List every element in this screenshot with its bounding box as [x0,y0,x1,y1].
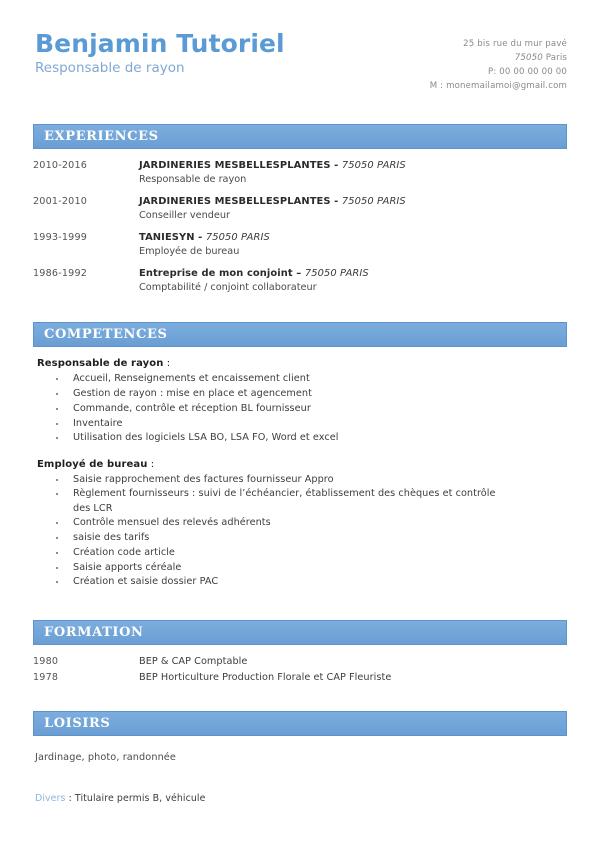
contact-phone: P: 00 00 00 00 00 [488,66,567,77]
competence-item [33,417,567,431]
competence-item-text: Inventaire [73,417,123,429]
competence-item [33,546,567,560]
competence-heading-colon: : [163,358,171,370]
candidate-job-title: Responsable de rayon [35,60,185,77]
experience-title-line [139,159,567,172]
competence-item-text: Création code article [73,546,175,558]
competence-list [33,372,567,445]
competence-item [33,387,567,401]
competence-item-text: Saisie rapprochement des factures fournisseur Appro [73,473,334,485]
competence-item-continuation: des LCR [73,502,113,514]
experience-role: Responsable de rayon [139,174,247,186]
section-header-competences: COMPETENCES [33,322,567,347]
competence-item [33,561,567,575]
contact-street: 25 bis rue du mur pavé [463,39,567,49]
loisirs-text: Jardinage, photo, randonnée [35,751,176,763]
section-header-formation: FORMATION [33,620,567,645]
competence-heading [33,358,567,369]
competence-item [33,575,567,589]
experience-title-line [139,195,567,208]
experience-role: Employée de bureau [139,245,240,257]
competence-heading [33,459,567,470]
contact-city-line [430,52,567,66]
experience-place: 75050 PARIS [304,267,369,279]
formation-row [33,656,567,667]
competence-item [33,402,567,416]
competence-block-employe [33,459,567,590]
formation-list [33,656,567,683]
experience-role: Comptabilité / conjoint collaborateur [139,281,317,293]
divers-label: Divers [35,792,66,804]
experience-body [139,159,567,187]
competence-list [33,473,567,590]
competence-item [33,372,567,386]
identity-block [33,31,285,76]
competence-item [33,487,567,516]
competence-item [33,431,567,445]
contact-block [430,31,567,94]
competence-item-text: Utilisation des logiciels LSA BO, LSA FO, Word et excel [73,432,339,444]
contact-city: Paris [545,52,567,63]
competence-item-text: saisie des tarifs [73,532,150,544]
experience-company: Entreprise de mon conjoint [139,267,293,279]
contact-postal: 75050 [514,52,543,63]
experience-dates: 1993-1999 [33,231,88,243]
experience-dates: 2001-2010 [33,195,88,207]
formation-year: 1980 [33,655,59,667]
divers-text: : Titulaire permis B, véhicule [65,792,206,804]
competence-item-text: Règlement fournisseurs : suivi de l’échéancier, établissement des chèques et contrôle [73,488,496,500]
experience-separator: - [330,159,342,171]
competence-item [33,531,567,545]
cv-header [33,0,567,94]
competence-heading-text: Employé de bureau [37,458,148,470]
section-header-experiences: EXPERIENCES [33,124,567,149]
divers-line [33,793,567,804]
formation-label: BEP & CAP Comptable [139,655,248,667]
competence-item-text: Commande, contrôle et réception BL fournisseur [73,402,311,414]
experience-place: 75050 PARIS [341,195,406,207]
experience-company: JARDINERIES MESBELLESPLANTES [139,195,331,207]
competence-item [33,516,567,530]
experiences-list [33,159,567,295]
experience-company: TANIESYN [139,231,195,243]
competence-block-responsable [33,358,567,445]
candidate-name: Benjamin Tutoriel [35,29,285,58]
competence-item [33,473,567,487]
competence-item-text: Saisie apports céréale [73,561,182,573]
experience-separator: - [194,231,206,243]
experience-body [139,195,567,223]
experience-body [139,267,567,295]
experience-company: JARDINERIES MESBELLESPLANTES [139,159,331,171]
formation-year: 1978 [33,671,59,683]
experience-row [33,195,567,223]
experience-title-line [139,231,567,244]
competence-item-text: Gestion de rayon : mise en place et agencement [73,388,312,400]
experience-separator: – [292,267,305,279]
competence-item-text: Création et saisie dossier PAC [73,576,219,588]
experience-dates: 2010-2016 [33,159,88,171]
competence-item-text: Contrôle mensuel des relevés adhérents [73,517,271,529]
experience-row [33,159,567,187]
experience-place: 75050 PARIS [205,231,270,243]
contact-email: M : monemailamoi@gmail.com [429,80,567,91]
formation-row [33,672,567,683]
experience-separator: - [330,195,342,207]
competence-item-text: Accueil, Renseignements et encaissement client [73,373,310,385]
experience-body [139,231,567,259]
section-header-loisirs: LOISIRS [33,711,567,736]
experience-dates: 1986-1992 [33,267,88,279]
experience-role: Conseiller vendeur [139,209,231,221]
experience-title-line [139,267,567,280]
competence-heading-colon: : [147,458,155,470]
competence-heading-text: Responsable de rayon [37,358,164,370]
experience-row [33,267,567,295]
formation-label: BEP Horticulture Production Florale et CAP Fleuriste [139,671,392,683]
experience-row [33,231,567,259]
experience-place: 75050 PARIS [341,159,406,171]
